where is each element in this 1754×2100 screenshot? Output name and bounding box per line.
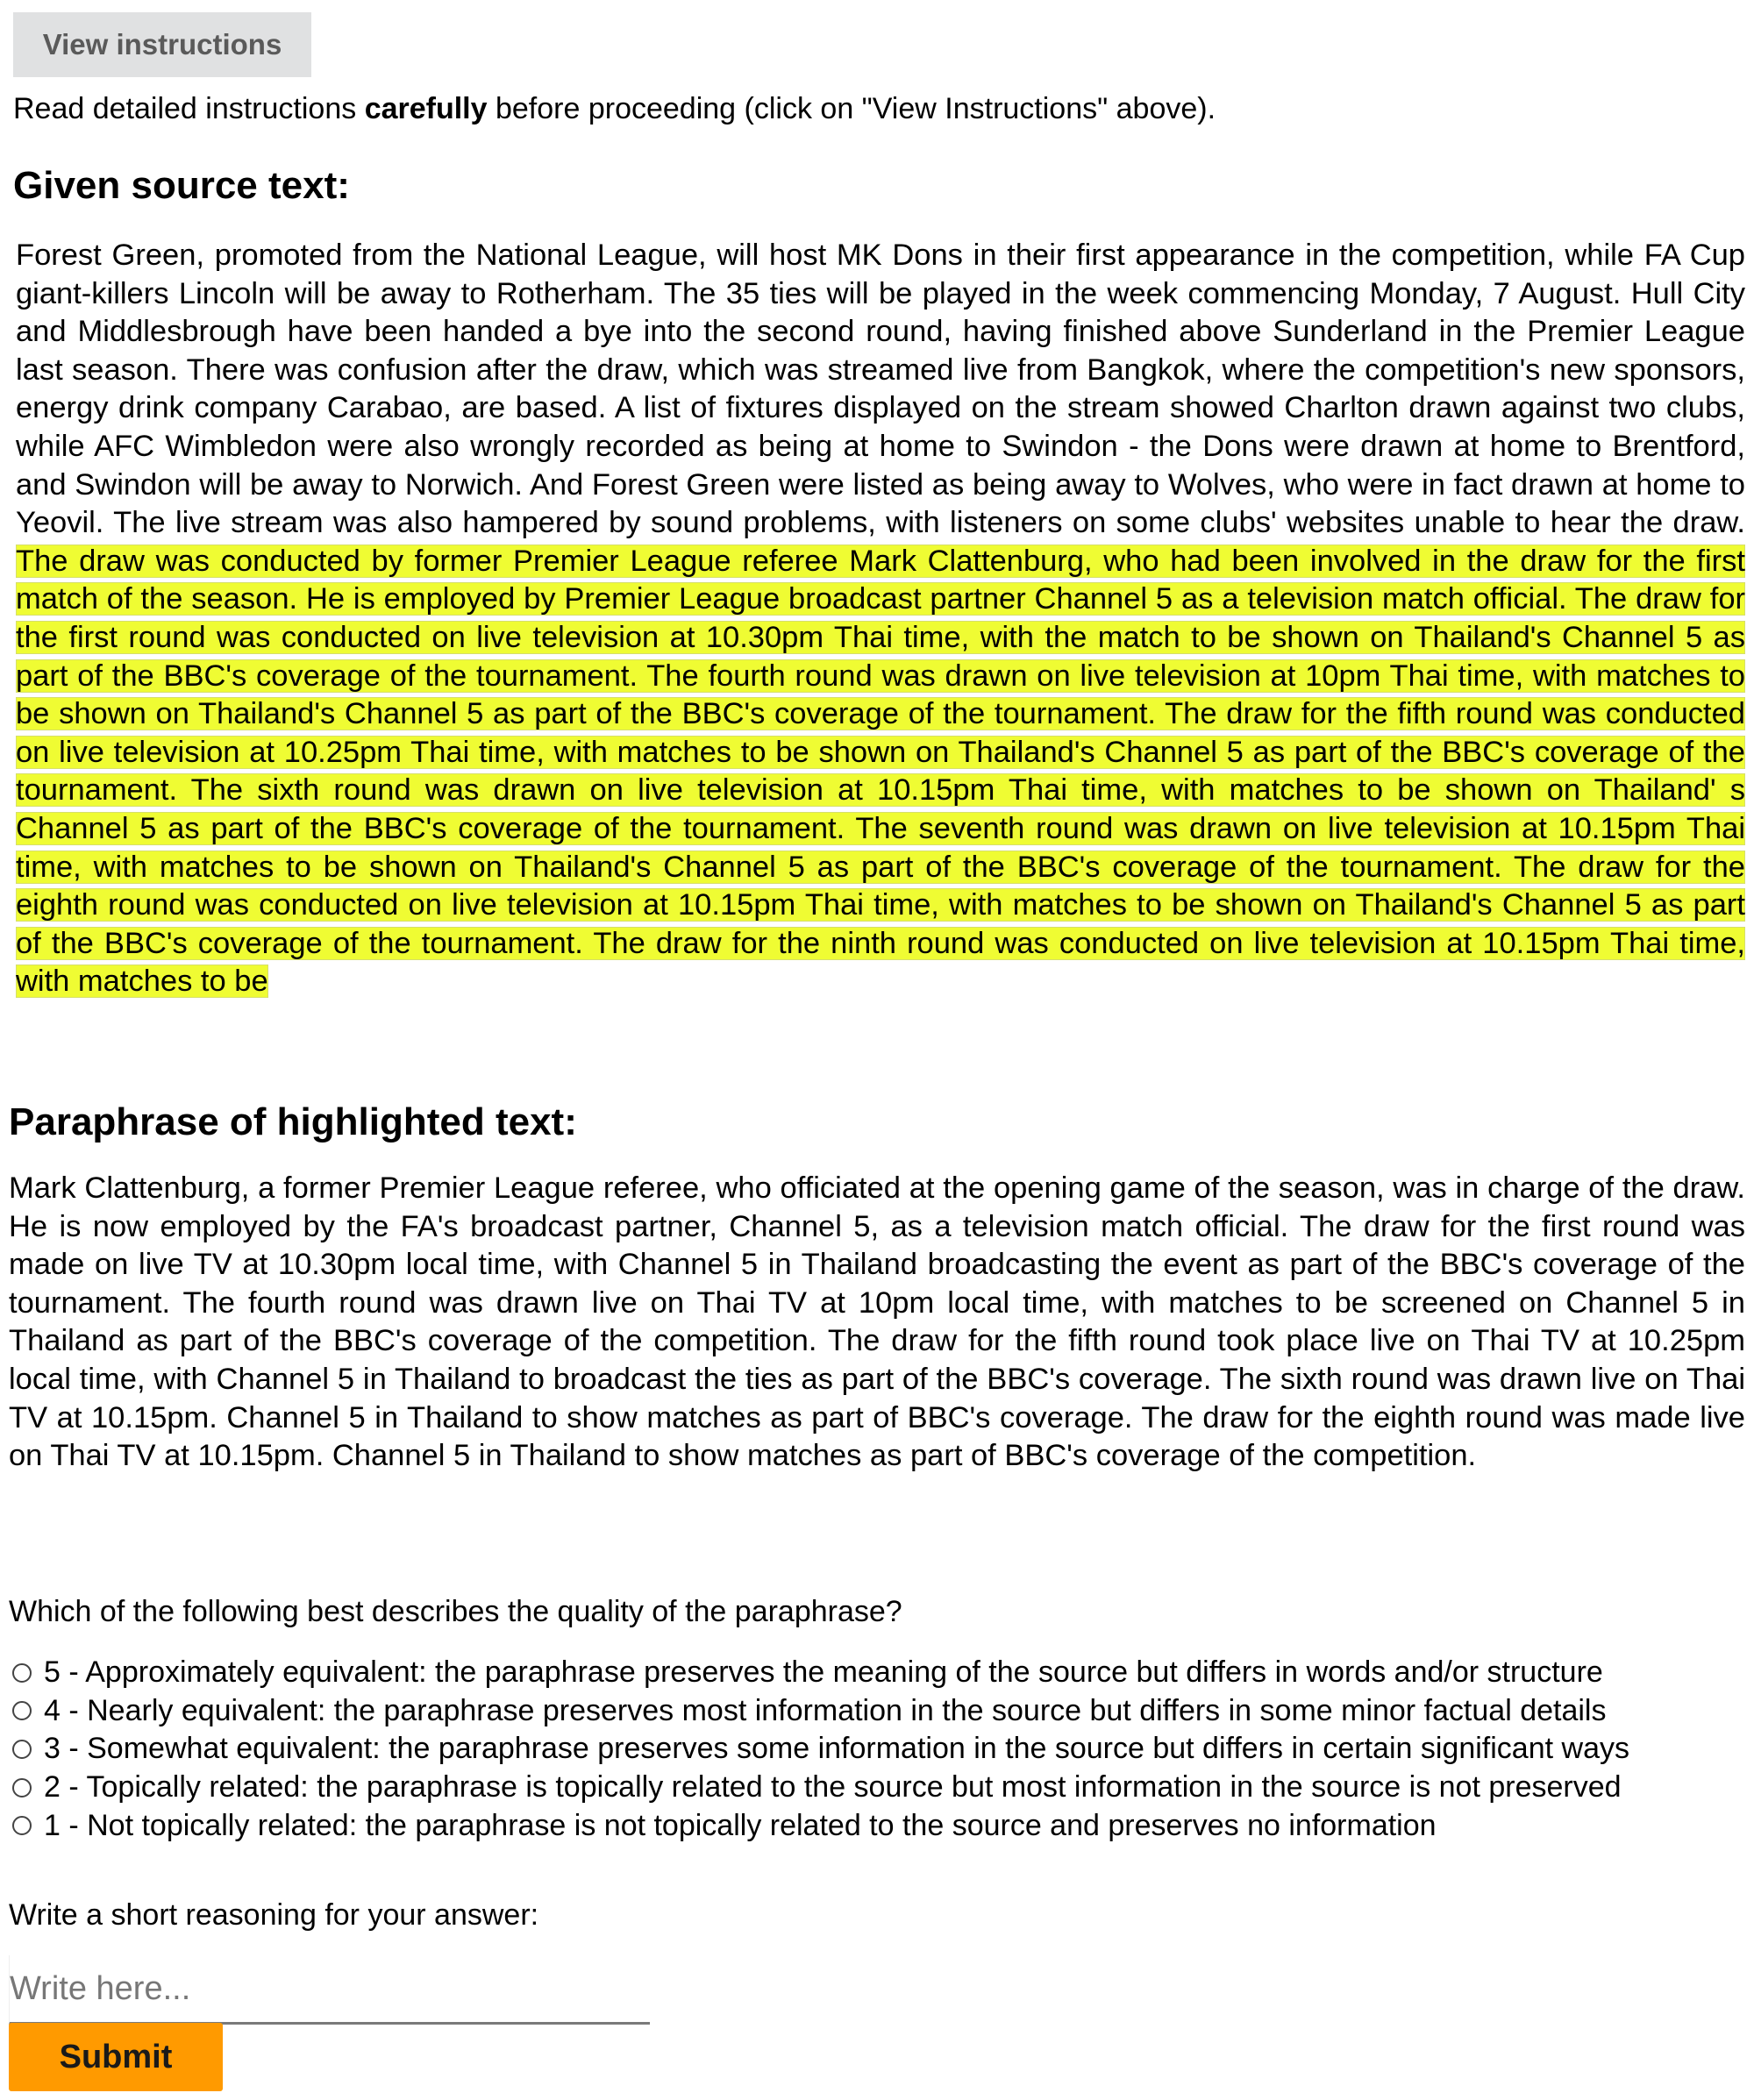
option-label: 3 - Somewhat equivalent: the paraphrase preserves some information in the source but differs in certain significant ways — [44, 1732, 1629, 1766]
quality-option-4[interactable] — [9, 1692, 1629, 1731]
source-plain-text: Forest Green, promoted from the National League, will host MK Dons in their first appearance in the competition, while FA Cup giant-killers Lincoln will be away to Rotherham. The 35 ties will be played in the week commencing Monday, 7 August. Hull City and Middlesbrough have been handed a bye into the second round, having finished above Sunderland in the Premier League last season. There was confusion after the draw, which was streamed live from Bangkok, where the competition's new sponsors, energy drink company Carabao, are based. A list of fixtures displayed on the stream showed Charlton drawn against two clubs, while AFC Wimbledon were also wrongly recorded as being at home to Swindon - the Dons were drawn at home to Brentford, and Swindon will be away to Norwich. And Forest Green were listed as being away to Wolves, who were in fact drawn at home to Yeovil. The live stream was also hampered by sound problems, with listeners on some clubs' websites unable to hear the draw. — [16, 238, 1745, 540]
notice-text-bold: carefully — [364, 92, 488, 125]
option-label: 2 - Topically related: the paraphrase is topically related to the source but most information in the source is not preserved — [44, 1770, 1622, 1805]
quality-option-1[interactable] — [9, 1806, 1629, 1845]
instructions-notice — [13, 89, 1216, 128]
paraphrase-text: Mark Clattenburg, a former Premier League referee, who officiated at the opening game of the season, was in charge of the draw. He is now employed by the FA's broadcast partner, Channel 5, as a television match official. The draw for the first round was made on live TV at 10.30pm local time, with Channel 5 in Thailand broadcasting the event as part of the BBC's coverage of the tournament. The fourth round was drawn live on Thai TV at 10pm local time, with matches to be screened on Channel 5 in Thailand as part of the BBC's coverage of the competition. The draw for the fifth round took place live on Thai TV at 10.25pm local time, with Channel 5 in Thailand to broadcast the ties as part of the BBC's coverage. The sixth round was drawn live on Thai TV at 10.15pm. Channel 5 in Thailand to show matches as part of BBC's coverage. The draw for the eighth round was made live on Thai TV at 10.15pm. Channel 5 in Thailand to show matches as part of BBC's coverage of the competition. — [9, 1171, 1745, 1473]
paraphrase-heading: Paraphrase of highlighted text: — [9, 1100, 577, 1143]
reasoning-label: Write a short reasoning for your answer: — [9, 1898, 539, 1932]
radio-button-icon[interactable] — [12, 1740, 32, 1759]
source-heading: Given source text: — [13, 164, 350, 207]
radio-button-icon[interactable] — [12, 1778, 32, 1797]
view-instructions-button[interactable]: View instructions — [13, 12, 311, 77]
option-label: 4 - Nearly equivalent: the paraphrase preserves most information in the source but differs in some minor factual details — [44, 1693, 1607, 1727]
radio-button-icon[interactable] — [12, 1816, 32, 1835]
source-highlighted-text: The draw was conducted by former Premier League referee Mark Clattenburg, who had been involved in the draw for the first match of the season. He is employed by Premier League broadcast partner Channel 5 as a television match official. The draw for the first round was conducted on live television at 10.30pm Thai time, with the match to be shown on Thailand's Channel 5 as part of the BBC's coverage of the tournament. The fourth round was drawn on live television at 10pm Thai time, with matches to be shown on Thailand's Channel 5 as part of the BBC's coverage of the tournament. The draw for the fifth round was conducted on live television at 10.25pm Thai time, with matches to be shown on Thailand's Channel 5 as part of the BBC's coverage of the tournament. The sixth round was drawn on live television at 10.15pm Thai time, with matches to be shown on Thailand' s Channel 5 as part of the BBC's coverage of the tournament. The seventh round was drawn on live television at 10.15pm Thai time, with matches to be shown on Thailand's Channel 5 as part of the BBC's coverage of the tournament. The draw for the eighth round was conducted on live television at 10.15pm Thai time, with matches to be shown on Thailand's Channel 5 as part of the BBC's coverage of the tournament. The draw for the ninth round was conducted on live television at 10.15pm Thai time, with matches to be — [16, 544, 1745, 999]
radio-button-icon[interactable] — [12, 1701, 32, 1720]
notice-text-pre: Read detailed instructions — [13, 92, 365, 125]
reasoning-input[interactable] — [9, 1955, 650, 2025]
radio-button-icon[interactable] — [12, 1663, 32, 1683]
quality-question: Which of the following best describes the quality of the paraphrase? — [9, 1595, 902, 1628]
quality-option-3[interactable] — [9, 1730, 1629, 1769]
submit-button[interactable]: Submit — [9, 2023, 223, 2091]
notice-text-post: before proceeding (click on "View Instructions" above). — [487, 92, 1216, 125]
source-text — [16, 237, 1745, 1001]
option-label: 5 - Approximately equivalent: the paraphrase preserves the meaning of the source but differs in words and/or structure — [44, 1655, 1603, 1690]
quality-option-5[interactable] — [9, 1654, 1629, 1692]
quality-options — [9, 1654, 1629, 1845]
option-label: 1 - Not topically related: the paraphrase is not topically related to the source and preserves no information — [44, 1808, 1437, 1842]
quality-option-2[interactable] — [9, 1769, 1629, 1807]
